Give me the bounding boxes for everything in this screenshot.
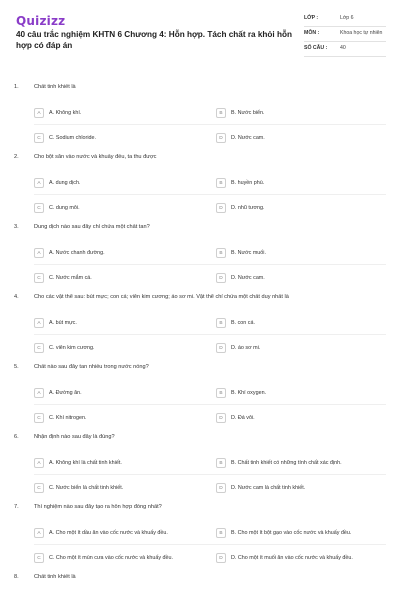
option-text: D. Cho một ít muối ăn vào cốc nước và khuấy đều. <box>231 555 353 561</box>
option-text: D. Nước cam là chất tinh khiết. <box>231 485 306 491</box>
answer-option-c[interactable] <box>34 481 123 495</box>
answer-option-b[interactable] <box>216 386 266 400</box>
meta-row-grade <box>304 12 386 27</box>
option-letter-box: C <box>34 553 44 563</box>
option-letter-box: D <box>216 133 226 143</box>
option-letter-box: A <box>34 318 44 328</box>
option-text: C. viên kim cương. <box>49 345 95 351</box>
option-letter-box: C <box>34 133 44 143</box>
question-text: Cho bột sắn vào nước và khuấy đều, ta thu được <box>34 154 157 160</box>
option-letter-box: A <box>34 458 44 468</box>
option-letter-box: B <box>216 528 226 538</box>
option-letter-box: A <box>34 108 44 118</box>
option-letter-box: B <box>216 108 226 118</box>
question-text: Thí nghiệm nào sau đây tạo ra hỗn hợp đồng nhất? <box>34 504 162 510</box>
option-letter-box: B <box>216 178 226 188</box>
question-text: Nhận định nào sau đây là đúng? <box>34 434 115 440</box>
answer-option-d[interactable] <box>216 271 265 285</box>
meta-row-count <box>304 42 386 57</box>
option-text: B. Chất tinh khiết có những tính chất xác định. <box>231 460 342 466</box>
option-text: B. Cho một ít bột gạo vào cốc nước và khuấy đều. <box>231 530 352 536</box>
question-number: 1. <box>14 84 19 90</box>
answer-option-c[interactable] <box>34 131 96 145</box>
option-text: B. Nước muối. <box>231 250 267 256</box>
answer-option-d[interactable] <box>216 411 255 425</box>
answer-option-a[interactable] <box>34 246 105 260</box>
answer-option-a[interactable] <box>34 176 80 190</box>
answer-option-c[interactable] <box>34 551 173 565</box>
question-text: Cho các vật thể sau: bút mực; con cá; viên kim cương; áo sơ mi. Vật thể chỉ chứa một chất duy nhất là <box>34 294 289 300</box>
question-number: 4. <box>14 294 19 300</box>
answer-option-c[interactable] <box>34 201 80 215</box>
meta-key: SỐ CÂU : <box>304 45 328 51</box>
answer-option-c[interactable] <box>34 341 95 355</box>
option-text: C. dung môi. <box>49 205 80 211</box>
option-letter-box: D <box>216 343 226 353</box>
option-text: A. Đường ăn. <box>49 390 82 396</box>
option-text: A. Cho một ít dầu ăn vào cốc nước và khuấy đều. <box>49 530 168 536</box>
option-letter-box: B <box>216 388 226 398</box>
option-letter-box: D <box>216 203 226 213</box>
option-text: A. dung dịch. <box>49 180 81 186</box>
worksheet-header <box>0 0 400 78</box>
question-number: 3. <box>14 224 19 230</box>
option-text: C. Sodium chloride. <box>49 135 97 141</box>
answer-option-a[interactable] <box>34 456 122 470</box>
option-row-divider <box>34 124 386 125</box>
option-row-divider <box>34 334 386 335</box>
option-text: B. Nước biển. <box>231 110 265 116</box>
option-text: D. nhũ tương. <box>231 205 265 211</box>
option-letter-box: D <box>216 553 226 563</box>
option-letter-box: D <box>216 483 226 493</box>
option-row-divider <box>34 544 386 545</box>
option-text: D. áo sơ mi. <box>231 345 261 351</box>
option-text: B. con cá. <box>231 320 255 326</box>
option-letter-box: C <box>34 483 44 493</box>
answer-option-a[interactable] <box>34 526 168 540</box>
option-text: D. Nước cam. <box>231 275 265 281</box>
option-letter-box: D <box>216 413 226 423</box>
option-letter-box: C <box>34 343 44 353</box>
option-text: C. Nước biển là chất tinh khiết. <box>49 485 124 491</box>
option-row-divider <box>34 404 386 405</box>
meta-row-subject <box>304 27 386 42</box>
option-letter-box: B <box>216 318 226 328</box>
quizizz-logo: Quizizz <box>16 14 66 28</box>
question-number: 2. <box>14 154 19 160</box>
question-number: 5. <box>14 364 19 370</box>
worksheet-meta <box>304 12 386 57</box>
option-letter-box: C <box>34 413 44 423</box>
question-number: 8. <box>14 574 19 580</box>
option-text: A. Không khí. <box>49 110 82 116</box>
option-text: D. Nước cam. <box>231 135 265 141</box>
option-text: B. Khí oxygen. <box>231 390 267 396</box>
question-text: Chất tinh khiết là <box>34 84 76 90</box>
answer-option-d[interactable] <box>216 481 305 495</box>
answer-option-a[interactable] <box>34 316 77 330</box>
option-letter-box: C <box>34 273 44 283</box>
question-number: 7. <box>14 504 19 510</box>
question-text: Dung dịch nào sau đây chỉ chứa một chất tan? <box>34 224 150 230</box>
option-text: C. Cho một ít mùn cưa vào cốc nước và khuấy đều. <box>49 555 174 561</box>
option-text: C. Nước mắm cá. <box>49 275 92 281</box>
meta-key: LỚP : <box>304 15 319 21</box>
option-letter-box: B <box>216 458 226 468</box>
option-row-divider <box>34 194 386 195</box>
worksheet-title: 40 câu trắc nghiệm KHTN 6 Chương 4: Hỗn hợp. Tách chất ra khỏi hỗn hợp có đáp án <box>16 30 292 50</box>
option-letter-box: B <box>216 248 226 258</box>
option-text: A. bút mực. <box>49 320 77 326</box>
option-row-divider <box>34 474 386 475</box>
option-letter-box: C <box>34 203 44 213</box>
option-letter-box: A <box>34 178 44 188</box>
answer-option-d[interactable] <box>216 201 265 215</box>
option-text: A. Nước chanh đường. <box>49 250 105 256</box>
meta-value: 40 <box>340 45 346 51</box>
option-row-divider <box>34 264 386 265</box>
option-text: A. Không khí là chất tinh khiết. <box>49 460 122 466</box>
option-letter-box: D <box>216 273 226 283</box>
answer-option-b[interactable] <box>216 106 265 120</box>
meta-value: Lớp 6 <box>340 15 354 21</box>
answer-option-d[interactable] <box>216 551 353 565</box>
answer-option-a[interactable] <box>34 386 82 400</box>
question-number: 6. <box>14 434 19 440</box>
answer-option-b[interactable] <box>216 456 342 470</box>
answer-option-b[interactable] <box>216 176 264 190</box>
meta-key: MÔN : <box>304 30 320 36</box>
meta-value: Khoa học tự nhiên <box>340 30 383 36</box>
answer-option-b[interactable] <box>216 246 266 260</box>
answer-option-b[interactable] <box>216 526 351 540</box>
answer-option-d[interactable] <box>216 131 265 145</box>
option-letter-box: A <box>34 248 44 258</box>
answer-option-d[interactable] <box>216 341 260 355</box>
answer-option-c[interactable] <box>34 271 92 285</box>
answer-option-b[interactable] <box>216 316 255 330</box>
option-text: C. Khí nitrogen. <box>49 415 87 421</box>
question-text: Chất nào sau đây tan nhiều trong nước nóng? <box>34 364 149 370</box>
option-text: D. Đá vôi. <box>231 415 255 421</box>
option-letter-box: A <box>34 388 44 398</box>
option-text: B. huyền phù. <box>231 180 265 186</box>
question-text: Chất tinh khiết là <box>34 574 76 580</box>
answer-option-c[interactable] <box>34 411 86 425</box>
option-letter-box: A <box>34 528 44 538</box>
answer-option-a[interactable] <box>34 106 81 120</box>
